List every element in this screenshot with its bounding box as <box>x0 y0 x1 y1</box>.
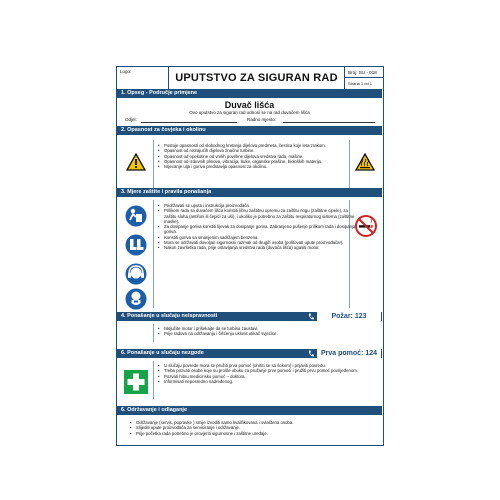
list-item: • Održavanje (servis, popravke ) smije izvoditi samo kvalifikovana i ovlaštena osoba. <box>136 420 386 425</box>
safety-instruction-sheet <box>116 66 384 446</box>
section-6-header <box>117 406 382 415</box>
machine-name: Duvač lišća <box>224 100 275 110</box>
maintenance-list <box>127 420 386 436</box>
workplace-label: Radno mjesto: <box>247 117 277 122</box>
divider <box>153 140 154 188</box>
first-aid-cross-icon <box>124 370 148 394</box>
list-item: • Treba pozvati osobe koje su prošle obuku za pružanje prve pomoći i pružiti prvu pomoć povrijeđenom. <box>164 368 359 373</box>
malfunction-list <box>155 326 364 337</box>
protection-list <box>155 203 356 251</box>
safety-boots-icon <box>125 234 147 256</box>
phone-icon <box>308 313 314 320</box>
logo-label: Logo: <box>120 69 132 74</box>
section-2-header <box>117 126 382 135</box>
list-item: • Istjecanje ulja i goriva predstavlja opasnost za okolinu. <box>164 164 354 169</box>
fire-emergency-number: Požar: 123 <box>317 312 381 321</box>
read-instructions-icon <box>125 205 147 227</box>
divider <box>153 324 154 342</box>
section-2-title: 2. Opasnost za čovjeka i okolinu <box>121 127 206 133</box>
page-number: Strana 1 od 1 <box>348 81 373 86</box>
section-6-title: 6. Održavanje i odlaganje <box>121 407 188 413</box>
list-item: • Za dosipanje goriva koristiti lijevak za dosipanje goriva. Zabranjeno pušenje prilikom rada i dosipanja goriva. <box>164 224 356 235</box>
department-field[interactable] <box>141 122 237 123</box>
list-item: • Koristiti goriva sa smanjenim sadržajem benzena. <box>164 235 356 240</box>
hazard-list <box>155 143 354 169</box>
list-item: • Slijediti upute proizvođača za servisiranje i održavanje. <box>136 425 386 430</box>
section-5-header <box>117 349 382 358</box>
hot-surface-warning-icon <box>355 153 375 171</box>
list-item: • Opasnost od rotirajućih dijelova značne turbine. <box>164 148 354 153</box>
section-5-title: 6. Ponašanje u slučaju nezgode <box>121 350 204 356</box>
section-3-header <box>117 188 382 197</box>
no-smoking-icon <box>355 215 377 237</box>
document-code-box <box>344 67 383 89</box>
list-item: • Mora se održavati dovoljan sigurnosni razmak od drugih osoba (poštovati upute proizvođača!). <box>164 240 356 245</box>
section-4-header <box>117 312 382 321</box>
phone-icon <box>308 350 314 357</box>
document-header <box>117 67 382 90</box>
document-number: Broj: SU - 018 <box>345 67 383 78</box>
workplace-field[interactable] <box>283 122 375 123</box>
list-item: • Prije radova na održavanju i čišćenju uklonit utikač svjećice. <box>164 331 364 336</box>
section-4-title: 4. Ponašanje u slučaju neispravnosti <box>121 313 218 319</box>
list-item: • Prilikom rada sa duvačem lišća koristiti ličnu zaštitnu opremu za zaštitu nogu (zaštitne cipele), za zaštitu sluha (antifoni ili čepići za uši), i ukoliko je potrebno za zaštitu respiratornog sistema (zaštitne maske). <box>164 208 356 224</box>
list-item: • Postoje opasnosti od slobodnog kretanja dijelova predmeta, čestica koje leta zrakom. <box>164 143 354 148</box>
department-label: Odjel: <box>125 117 137 122</box>
section-1-header <box>117 89 382 98</box>
document-title: UPUTSTVO ZA SIGURAN RAD <box>175 72 338 84</box>
scope-description: Ovo uputstvo za siguran rad odnosi se na rad duvačem lišća <box>189 110 310 115</box>
divider <box>153 200 154 308</box>
list-item: • Isključite motor i prišekajte da se turbina zaustavi. <box>164 326 364 331</box>
list-item: • Pridržavati se uputa i instrukcija proizvođača. <box>164 203 356 208</box>
list-item: • Prije početka rada potrebno je provjeriti sigurnosne i zaštitne uređaje. <box>136 431 386 436</box>
logo-box <box>117 67 169 89</box>
divider <box>153 361 154 399</box>
section-1-title: 1. Opseg - Područje primjene <box>121 90 198 96</box>
list-item: • Opasnost od opekotine od vrelih površine dijelova sredstva rada, mašine. <box>164 154 354 159</box>
list-item: • U slučaju povrede mora se pružiti prva pomoć (ohrtiti se sa šokom) i prijaviti povredu. <box>164 363 359 368</box>
list-item: • Informisati neposredno nadređenog. <box>164 379 359 384</box>
respirator-mask-icon <box>125 288 147 310</box>
accident-list <box>155 363 359 384</box>
ear-protection-icon <box>125 263 147 285</box>
first-aid-number: Prva pomoć: 124 <box>317 349 381 358</box>
list-item: • Pozvati hitnu medicinsku pomoć – doktora. <box>164 374 359 379</box>
list-item: • Nakon završetka rada, prije ostavljanja sredstva rada (duvača lišća) ugasiti motor. <box>164 245 356 250</box>
section-3-title: 3. Mjere zaštite i pravila ponašanja <box>121 189 212 195</box>
general-warning-icon <box>126 153 146 171</box>
list-item: • Opasnost od izduvnih plinova, vibracija, buke, organske prašine, bioloških materija. <box>164 159 354 164</box>
